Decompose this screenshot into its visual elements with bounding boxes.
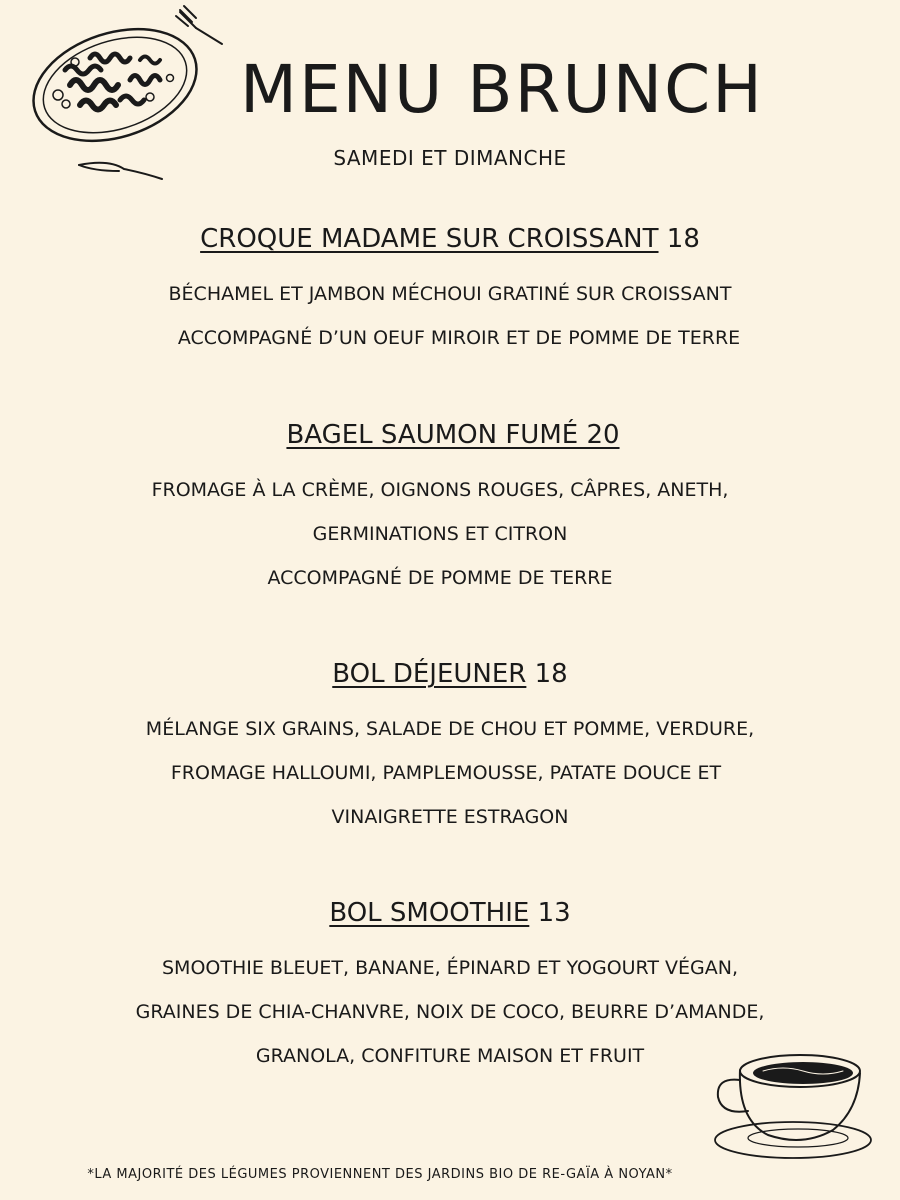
item-description (0, 468, 890, 600)
description-line: ACCOMPAGNÉ DE POMME DE TERRE (267, 567, 613, 589)
description-line: GRAINES DE CHIA-CHANVRE, NOIX DE COCO, BEURRE D’AMANDE, (135, 1001, 765, 1023)
menu-item-bagel-saumon (0, 418, 890, 600)
menu-subtitle: SAMEDI ET DIMANCHE (333, 146, 567, 170)
description-line: BÉCHAMEL ET JAMBON MÉCHOUI GRATINÉ SUR CROISSANT (168, 283, 732, 305)
menu-item-croque-madame (0, 222, 900, 360)
description-line: VINAIGRETTE ESTRAGON (331, 806, 569, 828)
item-heading (0, 657, 900, 691)
description-line: FROMAGE À LA CRÈME, OIGNONS ROUGES, CÂPRES, ANETH, (151, 479, 729, 501)
description-line: GERMINATIONS ET CITRON (312, 523, 568, 545)
item-description (0, 946, 900, 1078)
item-name: BOL DÉJEUNER (332, 659, 527, 689)
footnote: *LA MAJORITÉ DES LÉGUMES PROVIENNENT DES JARDINS BIO DE RE-GAÏA À NOYAN* (87, 1167, 673, 1182)
item-heading (0, 222, 900, 256)
menu-item-bol-smoothie (0, 896, 900, 1078)
item-description (0, 272, 900, 360)
item-heading (0, 896, 900, 930)
item-price: 18 (666, 224, 700, 254)
item-name: BAGEL SAUMON FUMÉ 20 (286, 420, 620, 450)
item-price: 18 (534, 659, 568, 689)
description-line: ACCOMPAGNÉ D’UN OEUF MIROIR ET DE POMME DE TERRE (177, 327, 741, 349)
item-name: CROQUE MADAME SUR CROISSANT (200, 224, 659, 254)
item-price: 13 (537, 898, 571, 928)
item-description (0, 707, 900, 839)
description-line: FROMAGE HALLOUMI, PAMPLEMOUSSE, PATATE DOUCE ET (170, 762, 722, 784)
menu-title: MENU BRUNCH (240, 51, 764, 128)
description-line: MÉLANGE SIX GRAINS, SALADE DE CHOU ET POMME, VERDURE, (145, 718, 755, 740)
menu-item-bol-dejeuner (0, 657, 900, 839)
fork-icon (170, 2, 230, 62)
description-line: SMOOTHIE BLEUET, BANANE, ÉPINARD ET YOGOURT VÉGAN, (161, 957, 738, 979)
description-line: GRANOLA, CONFITURE MAISON ET FRUIT (255, 1045, 645, 1067)
item-name: BOL SMOOTHIE (329, 898, 530, 928)
item-heading (0, 418, 890, 452)
